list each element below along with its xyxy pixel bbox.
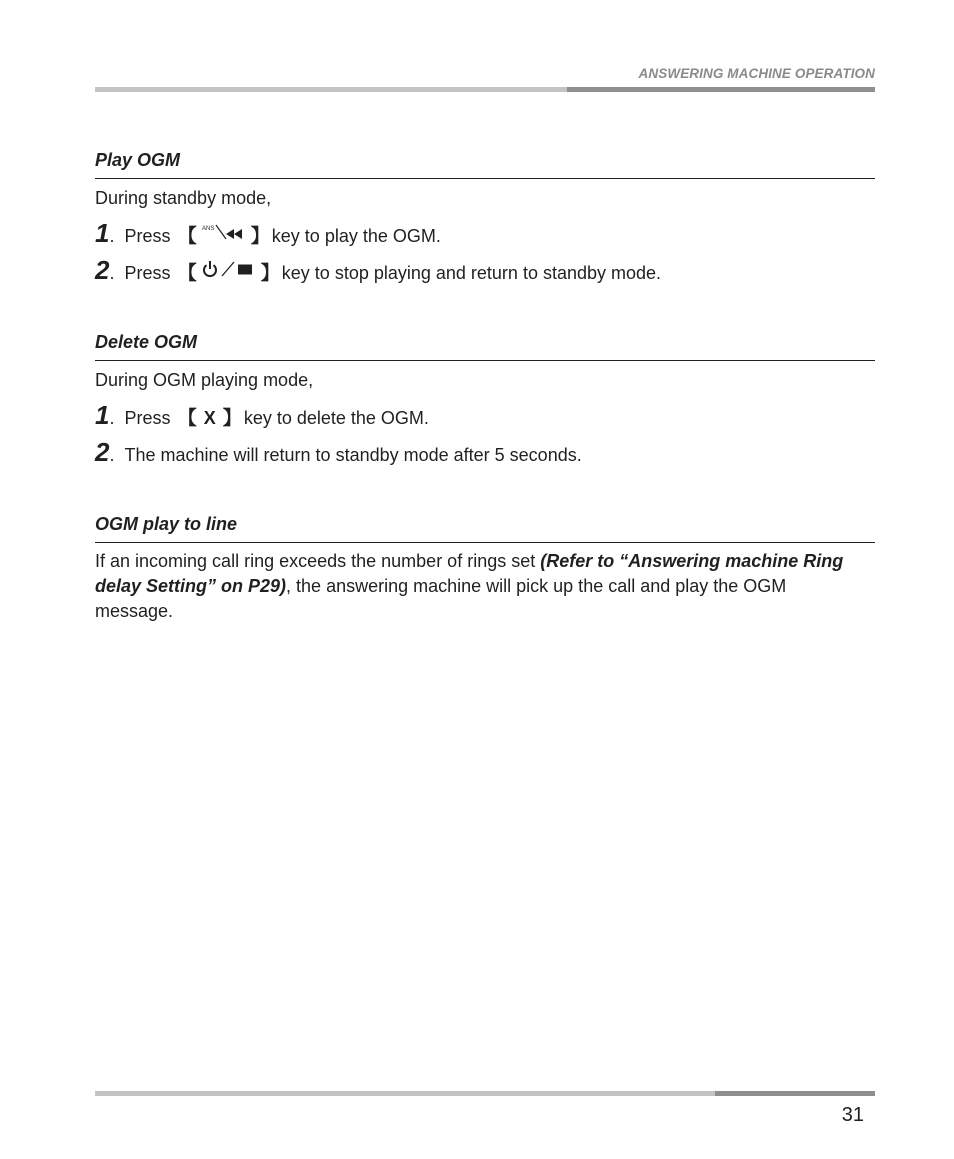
section-title-play-ogm: Play OGM (95, 150, 181, 170)
step-press-text: Press (124, 263, 171, 283)
ans-rewind-icon (200, 222, 248, 242)
section-rule (95, 542, 875, 543)
step-rest-text: key to stop playing and return to standby mode. (281, 263, 662, 283)
step-text: The machine will return to standby mode after 5 seconds. (124, 445, 582, 465)
section-title-ogm-play-to-line: OGM play to line (95, 514, 238, 534)
page-number: 31 (841, 1104, 864, 1126)
delete-key-label: X (203, 408, 216, 428)
step-press-text: Press (124, 226, 171, 246)
play-ogm-intro: During standby mode, (95, 188, 272, 208)
running-header: ANSWERING MACHINE OPERATION (638, 66, 875, 81)
delete-ogm-step-2: 2 . The machine will return to standby mode after 5 seconds. (95, 437, 582, 467)
step-number: 2 (95, 255, 110, 285)
paragraph-text: , the answering machine will pick up the call and play the OGM message. (95, 576, 787, 621)
step-rest-text: key to delete the OGM. (243, 408, 429, 428)
header-rule (95, 87, 875, 92)
section-rule (95, 360, 875, 361)
play-ogm-step-1: 1 . Press 【 ANS 】 key to play the OGM. (95, 218, 441, 248)
footer-rule-accent (715, 1091, 875, 1096)
delete-ogm-intro: During OGM playing mode, (95, 370, 314, 390)
delete-ogm-step-1: 1 . Press 【 X 】 key to delete the OGM. (95, 400, 429, 430)
section-rule (95, 178, 875, 179)
paragraph-text: If an incoming call ring exceeds the number of rings set (95, 551, 541, 571)
ogm-play-to-line-paragraph (95, 549, 855, 624)
step-number: 1 (95, 400, 110, 430)
play-ogm-step-2: 2 . Press 【 】 key to stop playing and return to standby mode. (95, 255, 662, 285)
step-rest-text: key to play the OGM. (271, 226, 441, 246)
header-rule-accent (567, 87, 875, 92)
ans-superscript: ANS (201, 226, 215, 232)
paragraph-reference: (Refer to “Answering machine Ring delay Setting” on P29) (95, 551, 844, 596)
footer-rule (95, 1091, 875, 1096)
step-number: 1 (95, 218, 110, 248)
power-stop-icon (200, 259, 258, 279)
step-number: 2 (95, 437, 110, 467)
step-press-text: Press (124, 408, 171, 428)
section-title-delete-ogm: Delete OGM (95, 332, 198, 352)
